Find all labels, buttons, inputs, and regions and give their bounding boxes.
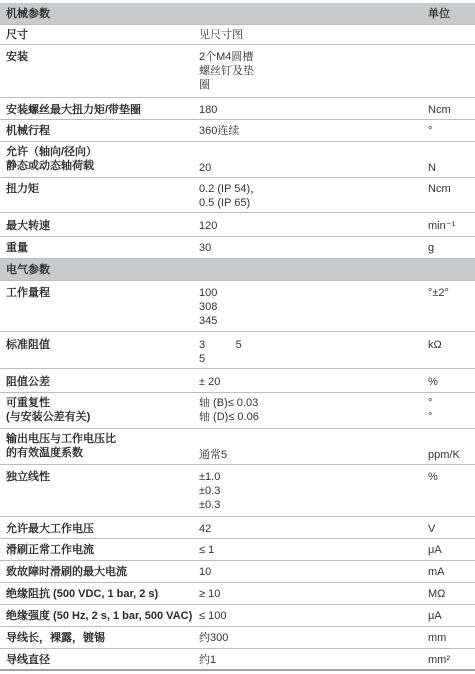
param-value: 约1 <box>199 654 217 666</box>
table-row <box>0 539 475 561</box>
param-label: 导线长，裸露，镀锡 <box>6 632 105 644</box>
param-unit: V <box>428 523 436 535</box>
param-value: 42 <box>199 523 212 535</box>
param-unit: Ncm <box>428 104 451 116</box>
table-row <box>0 605 475 627</box>
param-label: 最大转速 <box>6 220 50 232</box>
param-label: 机械行程 <box>6 125 50 137</box>
param-unit: MΩ <box>428 588 446 600</box>
param-value: 360连续 <box>199 125 240 137</box>
param-unit: mm <box>428 632 447 644</box>
table-row <box>0 649 475 671</box>
param-unit: % <box>428 471 438 483</box>
param-value: 120 <box>199 220 218 232</box>
table-row <box>0 178 475 213</box>
electrical-section-title: 电气参数 <box>6 264 50 276</box>
param-value: 100 308 345 <box>199 287 218 327</box>
param-value: 约300 <box>199 632 229 644</box>
param-label: 可重复性 (与安装公差有关) <box>6 397 91 423</box>
param-unit: mm² <box>428 654 450 666</box>
electrical-section-header <box>0 259 475 281</box>
param-label: 致故障时滑刷的最大电流 <box>6 566 127 578</box>
param-value: 通常5 <box>199 449 228 461</box>
param-label: 工作量程 <box>6 287 50 299</box>
param-label: 标准阻值 <box>6 339 50 351</box>
param-unit: min⁻¹ <box>428 220 456 232</box>
param-unit: mA <box>428 566 445 578</box>
param-unit: N <box>428 162 436 174</box>
param-unit: % <box>428 376 438 388</box>
unit-column-header: 单位 <box>428 8 450 20</box>
param-unit: Ncm <box>428 183 451 195</box>
table-row <box>0 369 475 393</box>
table-row <box>0 465 475 517</box>
param-unit: μA <box>428 610 442 622</box>
param-unit: ppm/K <box>428 449 460 461</box>
param-label: 尺寸 <box>6 29 28 41</box>
param-label: 输出电压与工作电压比 的有效温度系数 <box>6 433 116 459</box>
param-label: 重量 <box>6 242 28 254</box>
table-row <box>0 281 475 332</box>
table-row <box>0 25 475 45</box>
param-value: 3 5 5 <box>199 339 242 365</box>
param-label: 允许最大工作电压 <box>6 523 94 535</box>
mechanical-section-header <box>0 3 475 25</box>
table-row <box>0 237 475 259</box>
param-value: 轴 (B)≤ 0.03 轴 (D)≤ 0.06 <box>199 397 259 423</box>
param-label: 绝缘阻抗 (500 VDC, 1 bar, 2 s) <box>6 588 159 600</box>
param-value: ± 20 <box>199 376 221 388</box>
param-unit: μA <box>428 544 442 556</box>
param-label: 安装螺丝最大扭力矩/带垫圈 <box>6 104 142 116</box>
param-value: 0.2 (IP 54)， 0.5 (IP 65) <box>199 183 262 209</box>
table-row <box>0 142 475 178</box>
mechanical-section-title: 机械参数 <box>6 8 50 20</box>
param-value: ≥ 10 <box>199 588 221 600</box>
table-row <box>0 517 475 539</box>
table-row <box>0 120 475 142</box>
param-value: ≤ 1 <box>199 544 215 556</box>
param-value: ≤ 100 <box>199 610 227 622</box>
param-label: 允许（轴向/径向） 静态或动态轴荷载 <box>6 146 98 172</box>
param-value: 30 <box>199 242 212 254</box>
param-label: 阻值公差 <box>6 376 50 388</box>
param-label: 绝缘强度 (50 Hz, 2 s, 1 bar, 500 VAC) <box>6 610 193 622</box>
param-unit: ° ° <box>428 397 433 423</box>
param-unit: kΩ <box>428 339 442 351</box>
param-unit: g <box>428 242 435 254</box>
param-value: 20 <box>199 162 212 174</box>
table-row <box>0 213 475 237</box>
table-row <box>0 45 475 98</box>
table-row <box>0 429 475 465</box>
param-label: 导线直径 <box>6 654 50 666</box>
table-row <box>0 393 475 429</box>
param-unit: °±2° <box>428 287 449 299</box>
table-row <box>0 583 475 605</box>
param-label: 滑刷正常工作电流 <box>6 544 94 556</box>
param-value: ±1.0 ±0.3 ±0.3 <box>199 471 221 511</box>
table-row <box>0 627 475 649</box>
table-row <box>0 332 475 369</box>
param-label: 独立线性 <box>6 471 50 483</box>
param-value: 见尺寸图 <box>199 29 243 41</box>
param-value: 180 <box>199 104 218 116</box>
param-value: 2个M4圆槽 螺丝钉及垫 圈 <box>199 51 254 91</box>
table-row <box>0 561 475 583</box>
param-unit: ° <box>428 125 433 137</box>
param-label: 安装 <box>6 51 28 63</box>
param-label: 扭力矩 <box>6 183 39 195</box>
table-row <box>0 98 475 120</box>
param-value: 10 <box>199 566 212 578</box>
